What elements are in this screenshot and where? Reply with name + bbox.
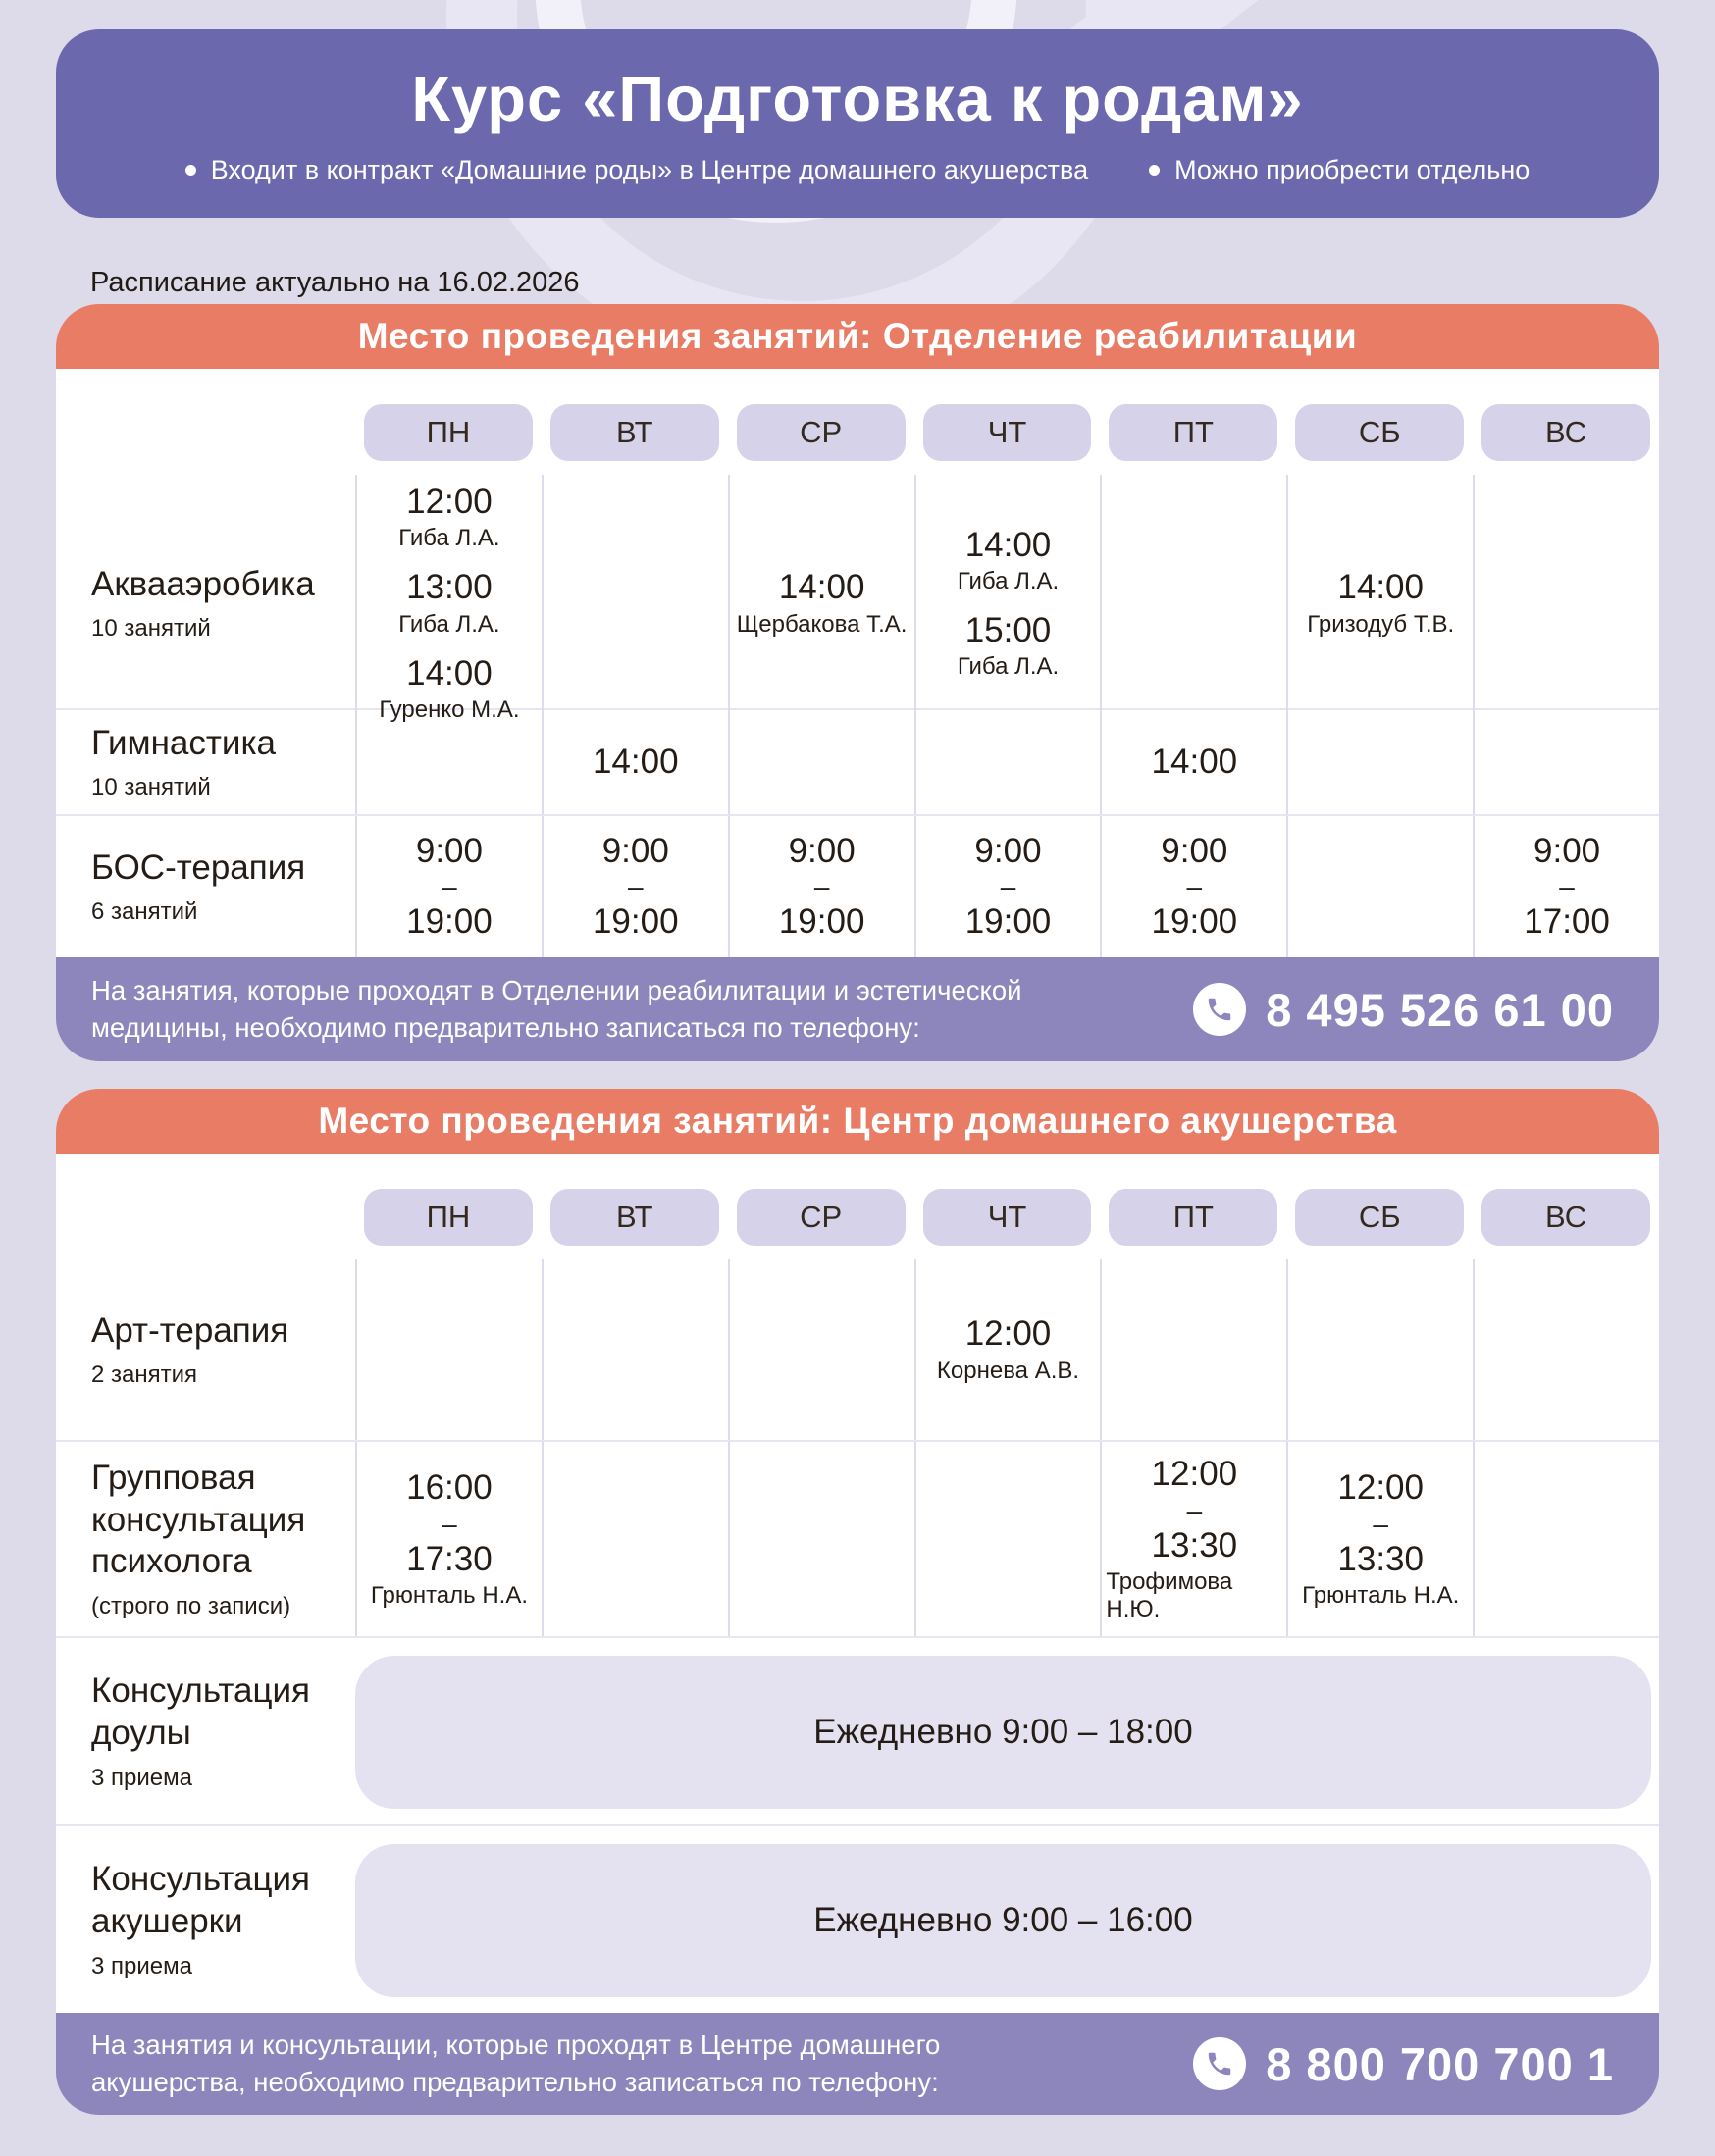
activity-count: 3 приема — [91, 1952, 192, 1979]
day-header-pill: СБ — [1295, 404, 1464, 461]
day-header-pill: ПН — [364, 1189, 533, 1246]
day-header-pill: ВТ — [550, 1189, 719, 1246]
time-range — [965, 832, 1052, 943]
section-banner: Место проведения занятий: Отделение реабилитации — [56, 304, 1659, 369]
activity-count: 6 занятий — [91, 898, 198, 926]
header-bullet-item — [1149, 155, 1530, 185]
booking-note: На занятия, которые проходят в Отделении реабилитации и эстетической медицины, необходимо предварительно записаться по телефону: — [91, 975, 1022, 1043]
activity-name: Гимнастика — [91, 723, 277, 762]
row-label — [56, 1442, 355, 1636]
activity-count: (строго по записи) — [91, 1593, 291, 1620]
phone-group — [1193, 2037, 1614, 2091]
slot-teacher: Гиба Л.А. — [398, 610, 500, 638]
schedule-cell — [1286, 475, 1473, 732]
schedule-cell — [914, 816, 1101, 957]
day-header-row — [56, 369, 1659, 475]
slot-time: 15:00 — [964, 610, 1052, 649]
activity-name: Арт-терапия — [91, 1310, 289, 1350]
schedule-cell — [542, 1259, 728, 1440]
time-range — [1524, 832, 1610, 943]
range-start: 9:00 — [415, 831, 483, 870]
schedule-cell — [914, 475, 1101, 732]
section-footer — [56, 2013, 1659, 2115]
day-header-pill: ПТ — [1109, 1189, 1277, 1246]
slot-teacher: Щербакова Т.А. — [736, 610, 908, 638]
slot-time: 12:00 — [964, 1314, 1052, 1354]
activity-name: Консультация доулы — [91, 1671, 310, 1752]
slot-time: 14:00 — [406, 653, 493, 693]
day-header-pill: ЧТ — [923, 1189, 1092, 1246]
page-title: Курс «Подготовка к родам» — [411, 63, 1304, 134]
range-start: 16:00 — [406, 1468, 493, 1508]
daily-hours-pill: Ежедневно 9:00 – 16:00 — [355, 1844, 1651, 1997]
header-bullets — [185, 155, 1531, 185]
day-header-pill: СБ — [1295, 1189, 1464, 1246]
slot-time: 14:00 — [778, 568, 865, 607]
phone-number: 8 800 700 700 1 — [1266, 2037, 1614, 2090]
time-range — [1302, 1468, 1459, 1610]
phone-icon — [1193, 983, 1246, 1036]
schedule-cell — [355, 475, 542, 732]
time-slot — [1307, 568, 1454, 638]
section-rehabilitation — [56, 304, 1659, 1061]
range-start: 9:00 — [601, 831, 669, 870]
activity-count: 10 занятий — [91, 774, 211, 801]
schedule-cell — [1100, 1442, 1286, 1636]
schedule-cell — [355, 710, 542, 814]
slot-teacher: Гиба Л.А. — [957, 567, 1060, 594]
range-end: 19:00 — [778, 902, 865, 941]
time-slot — [958, 526, 1059, 595]
range-start: 9:00 — [1533, 831, 1601, 870]
section-midwifery-center — [56, 1089, 1659, 2115]
range-dash: – — [1559, 871, 1575, 901]
day-header-pill: ВС — [1481, 1189, 1650, 1246]
activity-name: Групповая консультация психолога — [91, 1458, 306, 1581]
schedule-cell — [542, 475, 728, 732]
slot-time: 14:00 — [1337, 568, 1424, 607]
day-header-pill: ЧТ — [923, 404, 1092, 461]
schedule-cell — [728, 1259, 914, 1440]
day-header-pill: СР — [737, 1189, 906, 1246]
activity-name: Аквааэробика — [91, 564, 315, 603]
header — [56, 29, 1659, 218]
slot-time: 14:00 — [1151, 742, 1238, 781]
slot-teacher: Гризодуб Т.В. — [1307, 610, 1455, 638]
header-bullet-text: Можно приобрести отдельно — [1174, 155, 1531, 184]
day-header-pill: ВТ — [550, 404, 719, 461]
schedule-cell — [1100, 1259, 1286, 1440]
bullet-dot-icon — [1149, 165, 1160, 176]
range-start: 9:00 — [788, 831, 856, 870]
range-start: 12:00 — [1337, 1468, 1424, 1508]
range-dash: – — [1000, 871, 1016, 901]
range-start: 9:00 — [974, 831, 1042, 870]
slot-teacher: Гиба Л.А. — [957, 653, 1060, 681]
range-end: 19:00 — [1151, 902, 1238, 941]
schedule-cell — [1100, 710, 1286, 814]
schedule-cell — [1473, 1442, 1659, 1636]
time-slot — [958, 611, 1059, 681]
schedule-cell — [1473, 1259, 1659, 1440]
slot-teacher: Гуренко М.А. — [379, 695, 520, 723]
schedule-cell — [355, 816, 542, 957]
time-range — [406, 832, 493, 943]
booking-note: На занятия и консультации, которые проходят в Центре домашнего акушерства, необходимо предварительно записаться по телефону: — [91, 2029, 941, 2097]
phone-number: 8 495 526 61 00 — [1266, 983, 1614, 1036]
range-end: 13:30 — [1151, 1525, 1238, 1565]
range-start: 12:00 — [1151, 1455, 1238, 1494]
row-label — [56, 1638, 355, 1824]
schedule-cell — [355, 1259, 542, 1440]
range-dash: – — [1186, 1494, 1203, 1525]
schedule-cell — [914, 710, 1101, 814]
schedule-cell — [728, 816, 914, 957]
table-row — [56, 1259, 1659, 1440]
activity-name: БОС-терапия — [91, 847, 306, 887]
schedule-table — [56, 369, 1659, 957]
day-header-pill: ПТ — [1109, 404, 1277, 461]
schedule-date-note: Расписание актуально на 16.02.2026 — [90, 267, 580, 298]
day-header-pill: ПН — [364, 404, 533, 461]
time-range — [593, 832, 679, 943]
activity-count: 10 занятий — [91, 615, 211, 642]
slot-teacher: Корнева А.В. — [936, 1357, 1080, 1384]
range-end: 19:00 — [964, 902, 1052, 941]
phone-icon — [1193, 2037, 1246, 2090]
time-slot — [398, 483, 499, 552]
slot-time: 14:00 — [964, 525, 1052, 564]
schedule-cell — [728, 475, 914, 732]
schedule-table — [56, 1154, 1659, 2013]
day-header-pill: СР — [737, 404, 906, 461]
bullet-dot-icon — [185, 165, 196, 176]
schedule-cell — [1286, 1259, 1473, 1440]
time-slot — [398, 568, 499, 638]
schedule-cell — [355, 1442, 542, 1636]
range-end: 19:00 — [592, 902, 679, 941]
table-row — [56, 1636, 1659, 1824]
table-row — [56, 1440, 1659, 1636]
schedule-cell — [542, 1442, 728, 1636]
range-start: 9:00 — [1161, 831, 1228, 870]
range-dash: – — [813, 871, 830, 901]
day-header-pill: ВС — [1481, 404, 1650, 461]
time-range — [779, 832, 865, 943]
schedule-cell — [1473, 816, 1659, 957]
table-row — [56, 708, 1659, 814]
slot-teacher: Гиба Л.А. — [398, 525, 500, 552]
slot-time: 13:00 — [406, 568, 493, 607]
time-slot — [937, 1314, 1079, 1384]
time-range — [1152, 832, 1238, 943]
schedule-cell — [914, 1259, 1101, 1440]
table-row — [56, 814, 1659, 957]
schedule-cell — [1286, 816, 1473, 957]
schedule-cell — [1100, 816, 1286, 957]
slot-teacher: Грюнталь Н.А. — [1302, 1581, 1460, 1609]
slot-teacher: Трофимова Н.Ю. — [1106, 1567, 1233, 1622]
schedule-cell — [542, 710, 728, 814]
table-row — [56, 1824, 1659, 2013]
row-label — [56, 710, 355, 814]
range-end: 13:30 — [1337, 1539, 1424, 1578]
row-label — [56, 816, 355, 957]
table-row — [56, 475, 1659, 723]
activity-count: 2 занятия — [91, 1361, 198, 1389]
slot-teacher: Грюнталь Н.А. — [370, 1581, 528, 1609]
schedule-cell — [1286, 710, 1473, 814]
range-dash: – — [442, 871, 457, 901]
activity-name: Консультация акушерки — [91, 1860, 310, 1940]
slot-time: 14:00 — [592, 742, 679, 781]
range-dash: – — [442, 1508, 457, 1539]
phone-group — [1193, 983, 1614, 1037]
schedule-cell — [1286, 1442, 1473, 1636]
range-dash: – — [1373, 1508, 1388, 1539]
schedule-cell — [728, 710, 914, 814]
section-footer — [56, 957, 1659, 1061]
header-bullet-text: Входит в контракт «Домашние роды» в Центре домашнего акушерства — [210, 155, 1089, 184]
range-end: 17:30 — [406, 1539, 493, 1578]
range-end: 19:00 — [406, 902, 493, 941]
schedule-cell — [1473, 475, 1659, 732]
time-range — [1106, 1455, 1282, 1623]
row-label — [56, 1826, 355, 2013]
row-label — [56, 475, 355, 732]
schedule-cell — [728, 1442, 914, 1636]
header-bullet-item — [185, 155, 1088, 185]
range-dash: – — [1186, 871, 1203, 901]
daily-hours-pill: Ежедневно 9:00 – 18:00 — [355, 1656, 1651, 1809]
range-end: 17:00 — [1524, 902, 1610, 941]
activity-count: 3 приема — [91, 1764, 192, 1791]
section-banner: Место проведения занятий: Центр домашнего акушерства — [56, 1089, 1659, 1154]
schedule-cell — [1473, 710, 1659, 814]
schedule-cell — [542, 816, 728, 957]
schedule-cell — [1100, 475, 1286, 732]
time-range — [371, 1468, 528, 1610]
slot-time: 12:00 — [406, 483, 493, 521]
schedule-cell — [914, 1442, 1101, 1636]
row-label — [56, 1259, 355, 1440]
time-slot — [737, 568, 908, 638]
range-dash: – — [627, 871, 644, 901]
day-header-row — [56, 1154, 1659, 1259]
